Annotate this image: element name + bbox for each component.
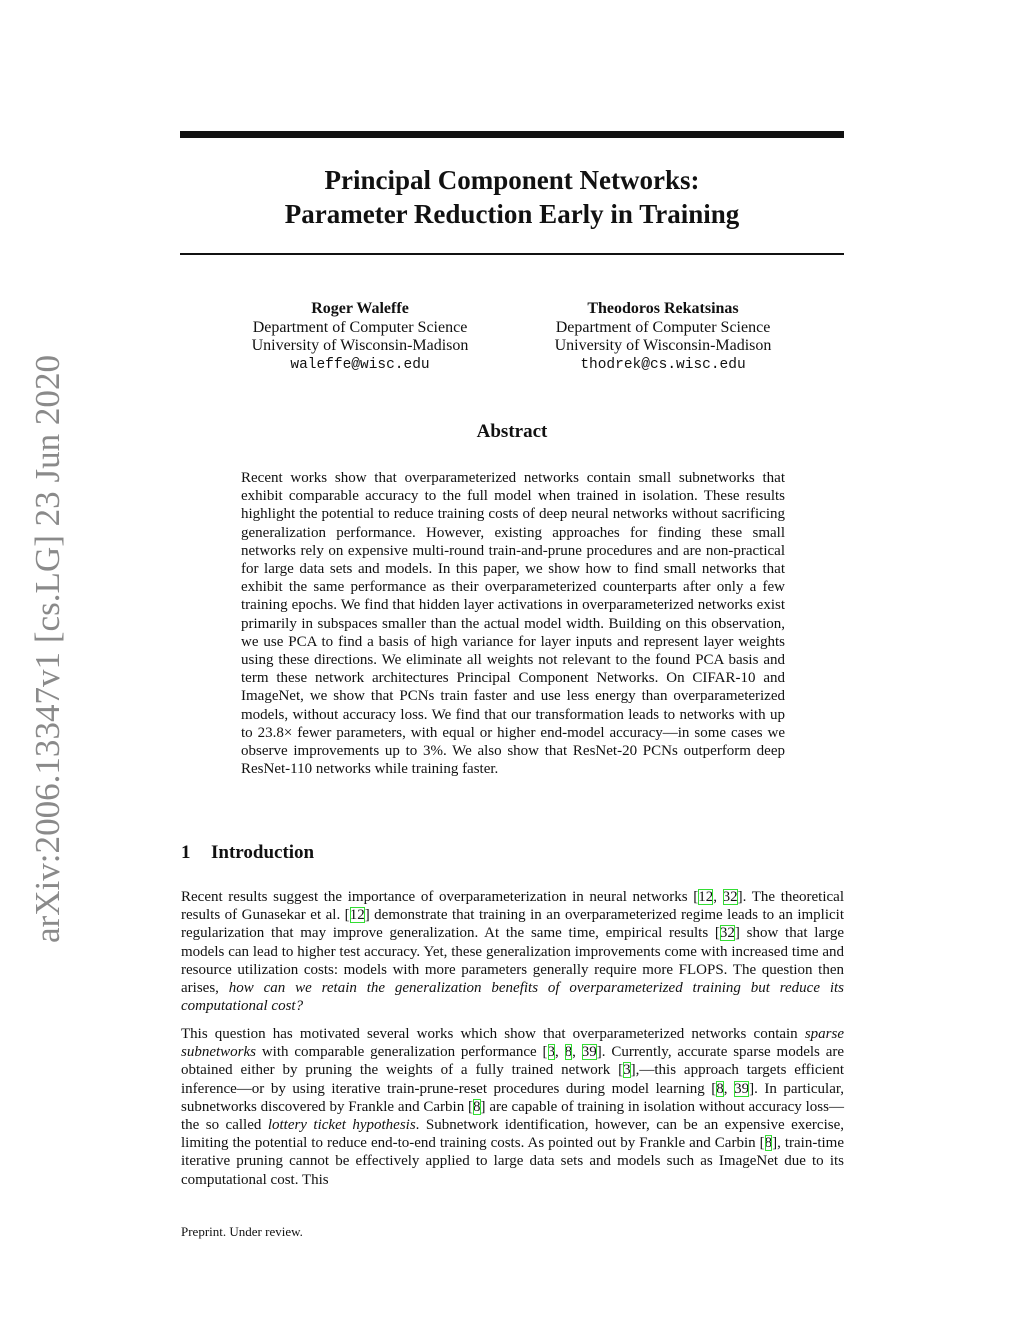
citation-link[interactable]: 32 <box>719 925 735 942</box>
citation-link[interactable]: 8 <box>764 1135 773 1152</box>
title-top-rule <box>180 131 844 138</box>
citation-link[interactable]: 12 <box>349 907 365 924</box>
title-line-2: Parameter Reduction Early in Training <box>284 199 740 229</box>
emphasized-question: how can we retain the generalization benefits of overparameterized training but reduce its computational cost? <box>181 980 844 1015</box>
abstract-heading: Abstract <box>476 421 548 442</box>
title-line-1: Principal Component Networks: <box>324 165 700 195</box>
emphasized-term: lottery ticket hypothesis <box>267 1117 416 1134</box>
text-run: , <box>713 889 723 905</box>
author-university: University of Wisconsin-Madison <box>251 337 469 354</box>
arxiv-stamp-svg <box>25 355 69 945</box>
text-run: with comparable generalization performance [ <box>256 1044 548 1061</box>
citation-link[interactable]: 8 <box>716 1080 724 1097</box>
citation-link[interactable]: 3 <box>547 1044 556 1061</box>
text-run: Recent results suggest the importance of overparameterization in neural networks [ <box>181 889 699 905</box>
text-run: , <box>555 1044 565 1061</box>
citation-link[interactable]: 32 <box>722 889 738 905</box>
section-title: Introduction <box>211 842 315 863</box>
author-email[interactable]: waleffe@wisc.edu <box>290 356 430 373</box>
intro-paragraph-2 <box>181 1025 844 1189</box>
section-number: 1 <box>181 842 191 863</box>
arxiv-sidebar-stamp <box>25 355 69 945</box>
text-run: , <box>723 1080 735 1097</box>
author-department: Department of Computer Science <box>555 318 771 336</box>
section-heading-introduction <box>181 842 314 864</box>
author-block-1 <box>210 300 510 374</box>
citation-link[interactable]: 39 <box>734 1080 750 1097</box>
citation-link[interactable]: 3 <box>623 1062 631 1079</box>
text-run: ],—this approach targets efficient inference—or by using iterative train-prune-reset procedures during model learning [ <box>181 1062 844 1097</box>
text-run: , <box>572 1044 582 1061</box>
citation-link[interactable]: 12 <box>698 889 714 905</box>
intro-paragraph-1 <box>181 888 844 1015</box>
title-bottom-rule <box>180 253 844 255</box>
abstract-text: Recent works show that overparameterized networks contain small subnetworks that exhibit comparable accuracy to the full model when trained in isolation. These results highlight the potential to reduce training costs of deep neural networks without sacrificing generalization performance. However, existing approaches for finding these small networks rely on expensive multi-round train-and-prune procedures and are non-practical for large data sets and models. In this paper, we show how to find small networks that exhibit the same performance as their overparameterized counterparts after only a few training epochs. We find that hidden layer activations in overparameterized networks exist primarily in subspaces smaller than the actual model width. Building on this observation, we use PCA to find a basis of high variance for layer inputs and represent layer weights using these directions. We eliminate all weights not relevant to the found PCA basis and term these network architectures Principal Component Networks. On CIFAR-10 and ImageNet, we show that PCNs train faster and use less energy than overparameterized models, without accuracy loss. We find that our transformation leads to networks with up to 23.8× fewer parameters, with equal or higher end-model accuracy—in some cases we observe improvements up to 3%. We also show that ResNet-20 PCNs outperform deep ResNet-110 networks while training faster. <box>241 470 785 778</box>
text-run: ]. In particular, subnetworks discovered by Frankle and Carbin [ <box>181 1080 845 1115</box>
paper-title <box>180 163 844 231</box>
author-department: Department of Computer Science <box>252 318 468 336</box>
citation-link[interactable]: 8 <box>473 1098 481 1115</box>
author-university: University of Wisconsin-Madison <box>554 337 772 354</box>
text-run: ] demonstrate that training in an overparameterized regime leads to an implicit regularization that may improve generalization. At the same time, empirical results [ <box>181 907 844 942</box>
text-run: ] show that large models can lead to higher test accuracy. Yet, these generalization improvements come with increased time and resource utilization costs: models with more parameters generally require more FLOPS. The question then arises, <box>181 925 844 997</box>
text-run: ], train-time iterative pruning cannot be effectively applied to large data sets and models such as ImageNet due to its computational cost. This <box>181 1135 844 1188</box>
emphasized-term: sparse subnetworks <box>181 1026 844 1061</box>
citation-link[interactable]: 39 <box>581 1044 597 1061</box>
author-name: Theodoros Rekatsinas <box>587 300 739 317</box>
text-run: This question has motivated several works which show that overparameterized networks contain <box>181 1026 805 1042</box>
arxiv-id-text: arXiv:2006.13347v1 [cs.LG] 23 Jun 2020 <box>28 355 67 943</box>
text-run: ]. Currently, accurate sparse models are obtained either by pruning the weights of a fully trained network [ <box>181 1044 844 1079</box>
author-name: Roger Waleffe <box>311 300 409 317</box>
citation-link[interactable]: 8 <box>564 1044 573 1061</box>
author-email[interactable]: thodrek@cs.wisc.edu <box>580 356 746 373</box>
preprint-footer: Preprint. Under review. <box>181 1224 303 1239</box>
text-run: ] are capable of training in isolation without accuracy loss—the so called <box>181 1098 844 1134</box>
text-run: ]. The theoretical results of Gunasekar et al. [ <box>181 889 844 924</box>
text-run: . Subnetwork identification, however, can be an expensive exercise, limiting the potential to reduce end-to-end training costs. As pointed out by Frankle and Carbin [ <box>181 1117 844 1152</box>
author-block-2 <box>513 300 813 374</box>
